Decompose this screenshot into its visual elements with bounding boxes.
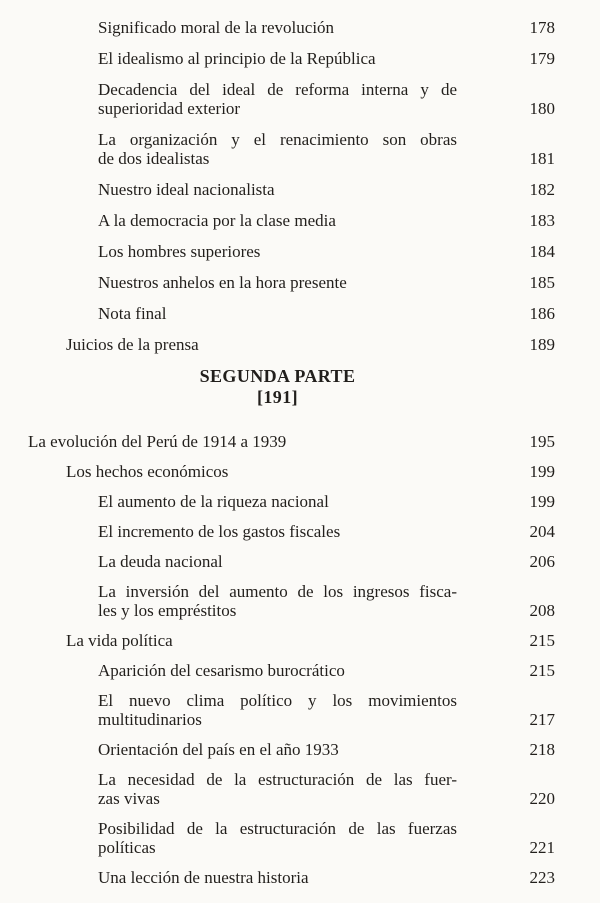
toc-entry bbox=[0, 631, 555, 650]
part-heading-page-ref: [191] bbox=[257, 387, 298, 407]
toc-entry-line: La organización y el renacimiento son obras bbox=[98, 130, 457, 149]
toc-entry-title bbox=[98, 582, 457, 620]
toc-page-number: 179 bbox=[529, 49, 555, 68]
toc-entry-line: Decadencia del ideal de reforma interna y de bbox=[98, 80, 457, 99]
toc-page-number: 182 bbox=[529, 180, 555, 199]
toc-entry-line: Orientación del país en el año 1933 bbox=[98, 740, 339, 759]
toc-entry bbox=[0, 582, 555, 620]
toc-entry-line: El aumento de la riqueza nacional bbox=[98, 492, 329, 511]
toc-entry-title bbox=[98, 130, 457, 168]
toc-entry-title bbox=[98, 273, 457, 292]
part-heading-title: SEGUNDA PARTE bbox=[199, 366, 356, 386]
toc-entry bbox=[0, 242, 555, 261]
toc-page-number: 199 bbox=[529, 492, 555, 511]
toc-entry bbox=[0, 661, 555, 680]
toc-entry-title bbox=[98, 18, 457, 37]
toc-entry bbox=[0, 691, 555, 729]
toc-entry bbox=[0, 770, 555, 808]
toc-entry-title bbox=[98, 819, 457, 857]
toc-entry bbox=[0, 273, 555, 292]
toc-page-number: 215 bbox=[529, 661, 555, 680]
toc-entry bbox=[0, 432, 555, 451]
toc-page-number: 189 bbox=[529, 335, 555, 354]
toc-entry-title bbox=[98, 211, 457, 230]
toc-entry bbox=[0, 552, 555, 571]
toc-page-number: 208 bbox=[529, 601, 555, 620]
toc-entry-title bbox=[98, 49, 457, 68]
toc-entry bbox=[0, 304, 555, 323]
toc-entry bbox=[0, 740, 555, 759]
toc-entry-line: El nuevo clima político y los movimientos bbox=[98, 691, 457, 710]
toc-entry-title bbox=[98, 691, 457, 729]
toc-entry-line: Los hechos económicos bbox=[66, 462, 229, 481]
toc-entry-line: La inversión del aumento de los ingresos fisca- bbox=[98, 582, 457, 601]
toc-part-2 bbox=[0, 432, 555, 887]
toc-page-number: 181 bbox=[529, 149, 555, 168]
toc-entry-line: Posibilidad de la estructuración de las fuerzas bbox=[98, 819, 457, 838]
toc-entry-title bbox=[98, 868, 457, 887]
toc-entry bbox=[0, 80, 555, 118]
toc-entry-line: La vida política bbox=[66, 631, 173, 650]
toc-page-number: 204 bbox=[529, 522, 555, 541]
toc-entry-line: Significado moral de la revolución bbox=[98, 18, 335, 37]
toc-page-number: 217 bbox=[529, 710, 555, 729]
toc-entry-title bbox=[66, 335, 199, 354]
toc-entry bbox=[0, 522, 555, 541]
toc-entry bbox=[0, 462, 555, 481]
toc-entry-line: El incremento de los gastos fiscales bbox=[98, 522, 341, 541]
toc-entry-title bbox=[98, 661, 457, 680]
toc-entry bbox=[0, 492, 555, 511]
toc-entry-title bbox=[66, 631, 173, 650]
toc-entry-line: políticas bbox=[98, 838, 156, 857]
toc-page-number: 185 bbox=[529, 273, 555, 292]
toc-entry-line: Juicios de la prensa bbox=[66, 335, 199, 354]
toc-entry bbox=[0, 211, 555, 230]
toc-entry-line: de dos idealistas bbox=[98, 149, 210, 168]
toc-page-number: 186 bbox=[529, 304, 555, 323]
toc-entry-title bbox=[98, 304, 457, 323]
toc-page-number: 206 bbox=[529, 552, 555, 571]
toc-page-number: 220 bbox=[529, 789, 555, 808]
toc-entry-title bbox=[98, 552, 457, 571]
toc-entry-title bbox=[98, 522, 457, 541]
toc-page-number: 178 bbox=[529, 18, 555, 37]
toc-page-number: 218 bbox=[529, 740, 555, 759]
toc-entry-title bbox=[98, 80, 457, 118]
toc-entry-line: Aparición del cesarismo burocrático bbox=[98, 661, 345, 680]
toc-entry-line: Nuestros anhelos en la hora presente bbox=[98, 273, 347, 292]
toc-page-number: 223 bbox=[529, 868, 555, 887]
toc-entry-line: El idealismo al principio de la República bbox=[98, 49, 376, 68]
toc-entry-title bbox=[28, 432, 286, 451]
toc-entry-title bbox=[98, 242, 457, 261]
toc-entry bbox=[0, 868, 555, 887]
toc-entry-title bbox=[98, 180, 457, 199]
toc-page-number: 180 bbox=[529, 99, 555, 118]
toc-entry bbox=[0, 18, 555, 37]
toc-entry bbox=[0, 130, 555, 168]
toc-page-number: 221 bbox=[529, 838, 555, 857]
toc-entry-line: La necesidad de la estructuración de las fuer- bbox=[98, 770, 457, 789]
toc-entry-title bbox=[98, 770, 457, 808]
toc-entry-line: La deuda nacional bbox=[98, 552, 223, 571]
toc-entry-title bbox=[66, 462, 228, 481]
toc-entry-line: les y los empréstitos bbox=[98, 601, 237, 620]
toc-entry-line: multitudinarios bbox=[98, 710, 202, 729]
toc-part-1 bbox=[0, 18, 555, 354]
part-heading bbox=[0, 366, 555, 408]
toc-entry-line: superioridad exterior bbox=[98, 99, 241, 118]
toc-entry bbox=[0, 180, 555, 199]
toc-entry-line: Los hombres superiores bbox=[98, 242, 261, 261]
toc-page-number: 199 bbox=[529, 462, 555, 481]
toc-entry-line: zas vivas bbox=[98, 789, 160, 808]
toc-entry bbox=[0, 819, 555, 857]
toc-entry-title bbox=[98, 740, 457, 759]
toc-entry-line: A la democracia por la clase media bbox=[98, 211, 336, 230]
toc-page-number: 195 bbox=[529, 432, 555, 451]
toc-entry-line: Una lección de nuestra historia bbox=[98, 868, 309, 887]
toc-entry-line: La evolución del Perú de 1914 a 1939 bbox=[28, 432, 287, 451]
toc-entry-line: Nuestro ideal nacionalista bbox=[98, 180, 275, 199]
toc-page-number: 184 bbox=[529, 242, 555, 261]
toc-entry bbox=[0, 335, 555, 354]
toc-entry-title bbox=[98, 492, 457, 511]
toc-entry-line: Nota final bbox=[98, 304, 167, 323]
toc-page-number: 215 bbox=[529, 631, 555, 650]
toc-entry bbox=[0, 49, 555, 68]
toc-page-number: 183 bbox=[529, 211, 555, 230]
